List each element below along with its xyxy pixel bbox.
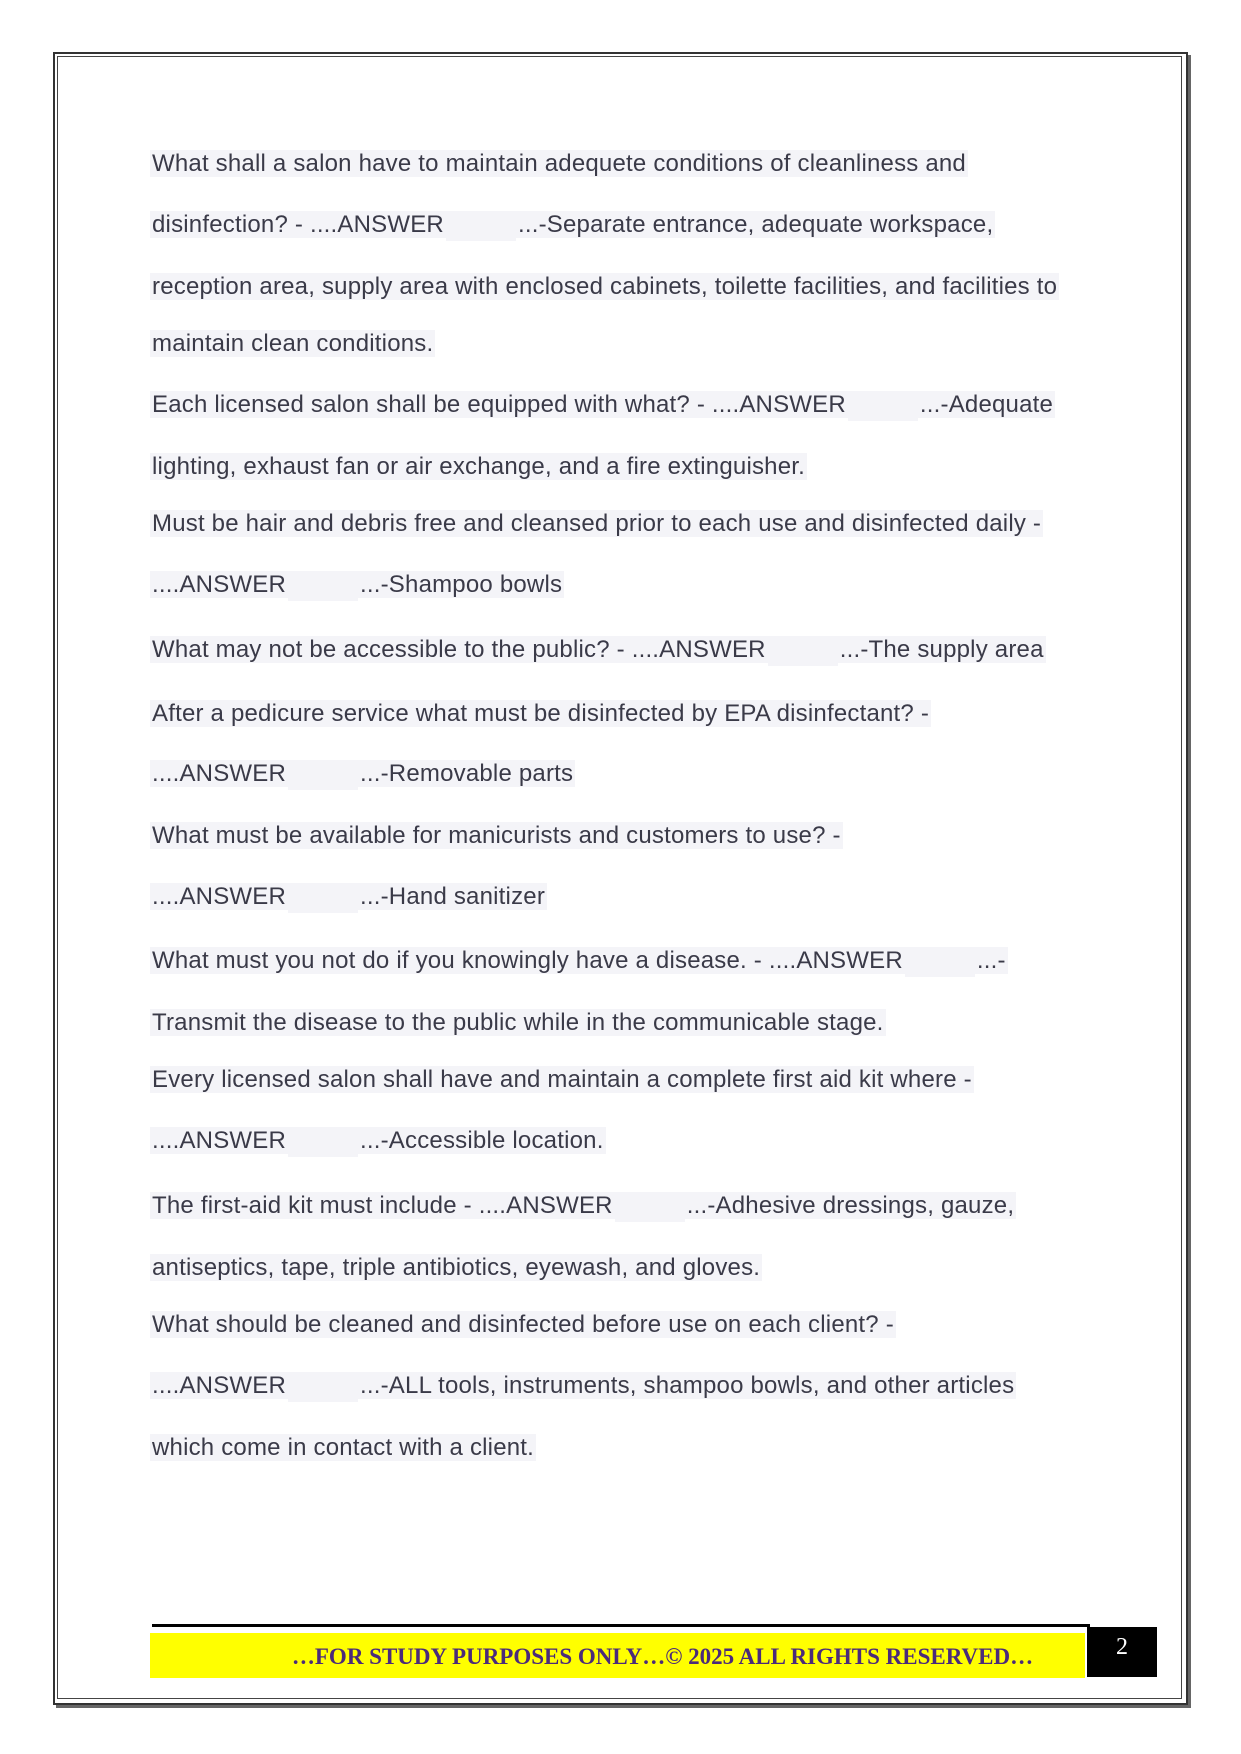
text-line: The first-aid kit must include - ....ANSWER ...-Adhesive dressings, gauze, [150,1189,1016,1223]
text-line: ....ANSWER ...-ALL tools, instruments, shampoo bowls, and other articles [150,1369,1016,1403]
text-line: ....ANSWER ...-Hand sanitizer [150,880,547,914]
text-line: What may not be accessible to the public? - ....ANSWER ...-The supply area [150,633,1046,667]
text-line: ....ANSWER ...-Removable parts [150,757,575,791]
text-line: which come in contact with a client. [152,1434,535,1461]
text-line: ....ANSWER ...-Shampoo bowls [150,568,564,602]
text-line: What must be available for manicurists and customers to use? - [152,822,841,849]
text-line: What must you not do if you knowingly have a disease. - ....ANSWER ...- [150,944,1008,978]
text-line: antiseptics, tape, triple antibiotics, eyewash, and gloves. [152,1254,761,1281]
text-line: After a pedicure service what must be disinfected by EPA disinfectant? - [152,700,930,727]
text-line: maintain clean conditions. [152,330,434,357]
text-line: ....ANSWER ...-Accessible location. [150,1124,606,1158]
text-line: What shall a salon have to maintain adequete conditions of cleanliness and [152,150,966,177]
footer-rule [152,1624,1090,1627]
text-line: Each licensed salon shall be equipped with what? - ....ANSWER ...-Adequate [150,388,1055,422]
text-line: reception area, supply area with enclosed cabinets, toilette facilities, and facilities to [152,273,1058,300]
text-line: What should be cleaned and disinfected before use on each client? - [152,1311,894,1338]
text-line: disinfection? - ....ANSWER ...-Separate entrance, adequate workspace, [150,208,995,242]
text-line: Every licensed salon shall have and maintain a complete first aid kit where - [152,1066,972,1093]
footer-text: …FOR STUDY PURPOSES ONLY…© 2025 ALL RIGHTS RESERVED… [291,1644,1034,1669]
page-number: 2 [1087,1627,1157,1677]
text-line: lighting, exhaust fan or air exchange, and a fire extinguisher. [152,453,806,480]
footer-banner [150,1633,1085,1678]
text-line: Must be hair and debris free and cleansed prior to each use and disinfected daily - [152,510,1042,537]
text-line: Transmit the disease to the public while in the communicable stage. [152,1009,884,1036]
